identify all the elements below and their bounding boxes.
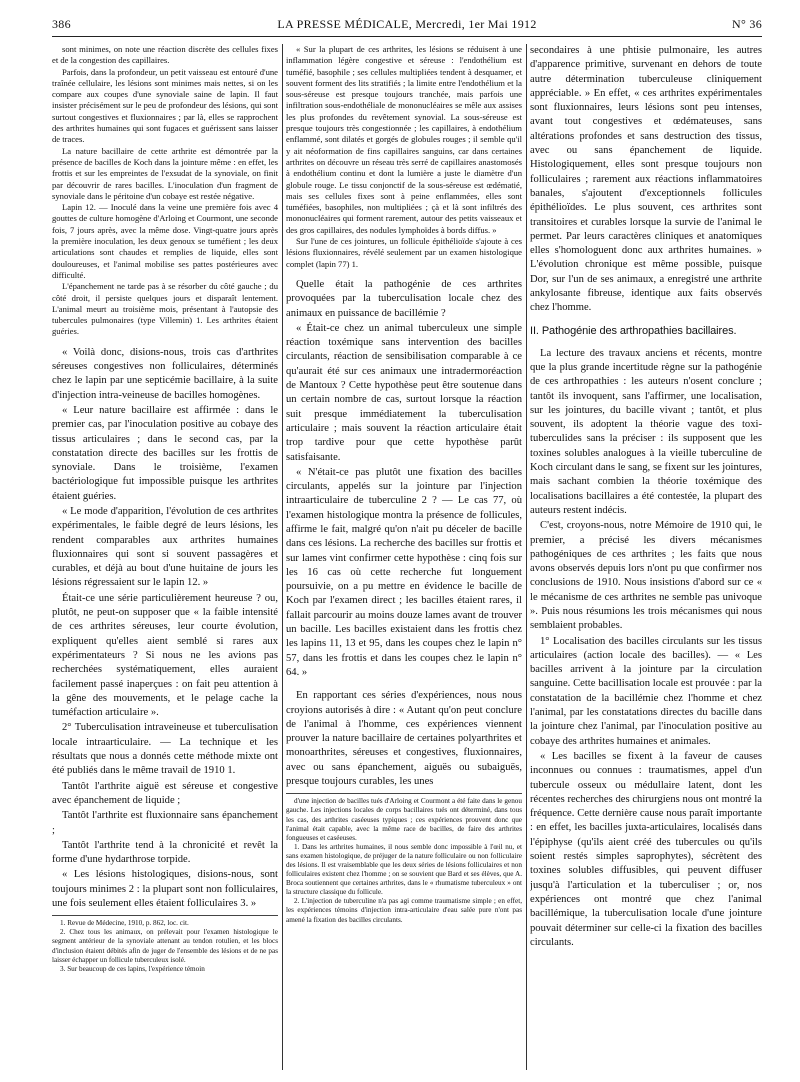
paragraph: La nature bacillaire de cette arthrite est démontrée par la présence de bacilles de Koch dans la jointure même : en effet, les frottis et sur les empreintes de l'exsudat de la synoviale, on finit par découvrir de rares bacilles. L'inoculation d'un fragment de synoviale dans le péritoine d'un cobaye est restée négative. <box>52 145 278 201</box>
main-text <box>530 44 762 950</box>
paragraph: secondaires à une phtisie pulmonaire, les autres d'apparence primitive, survenant en dehors de toute autre détermination tuberculeuse cliniquement appréciable. » En effet, « ces arthrites expérimentales sont fluxionnaires, leurs lésions sont peu intenses, avant tout congestives et œdémateuses, sans altérations profondes et sans destruction des tissus, avec ou sans épanchement de liquide. Histologiquement, elles sont presque toujours non folliculaires ; rarement aux réactions inflammatoires banales, s'ajoutent d'exceptionnels follicules épithélioïdes. Le plus souvent, ces arthrites sont transitoires et curables lorsque la survie de l'animal le permet. Par leurs caractères cliniques et anatomiques elles s'homologuent donc aux arthrites humaines. » L'évolution chronique est même possible, puisque Dor, sur l'un de ses animaux, a enregistré une arthrite ankylosante fibreuse, identique aux faits observés chez l'homme. <box>530 45 762 314</box>
footnote: 1. Revue de Médecine, 1910, p. 862, loc. cit. <box>60 919 189 928</box>
paragraph: « Leur nature bacillaire est affirmée : dans le premier cas, par l'inoculation positive au cobaye des tissus articulaires ; dans le second cas, par la constatation directe des bacilles sur les frottis de synoviale. Dans le troisième, l'examen bactériologique fut impossible puisque les arthrites étaient guéries. <box>52 404 278 502</box>
paragraph: « Voilà donc, disions-nous, trois cas d'arthrites séreuses congestives non folliculaires, déterminés chez le lapin par une septicémie bacillaire, à la suite d'injection intra-veineuse de bacilles homogènes. <box>52 346 278 401</box>
footnotes <box>52 915 278 974</box>
paragraph: Quelle était la pathogénie de ces arthrites provoquées par la tuberculisation locale chez des animaux en puissance de bacillémie ? <box>286 278 522 319</box>
paragraph: Tantôt l'arthrite aiguë est séreuse et congestive avec épanchement de liquide ; <box>52 780 278 806</box>
paragraph: C'est, croyons-nous, notre Mémoire de 1910 qui, le premier, a précisé les divers mécanismes pathogéniques de ces arthrites ; les faits que nous avons observés depuis lors n'ont pu que confirmer nos conclusions de 1910. Nous insistions d'abord sur ce « le mécanisme de ces arthrites ne semble pas univoque ». Puis nous résumions les trois mécanismes qui nous semblaient probables. <box>530 520 762 632</box>
paragraph: Sur l'une de ces jointures, un follicule épithélioïde s'ajoute à ces lésions fluxionnaires, révélé seulement par un examen histologique complet (lapin 77) 1. <box>286 236 522 269</box>
paragraph: 1° Localisation des bacilles circulants sur les tissus articulaires (action locale des bacilles). — « Les bacilles arrivent à la jointure par la circulation sanguine. Cette bacillisation locale est prouvée : par la constatation de la bacillémie chez l'homme et chez l'animal, par les constatations directes du bacille dans la jointure chez l'animal, par l'inoculation positive au cobaye des arthrites humaines et animales. <box>530 635 762 747</box>
main-text <box>52 346 278 912</box>
column-1 <box>52 44 278 1074</box>
paragraph: Tantôt l'arthrite est fluxionnaire sans épanchement ; <box>52 810 278 836</box>
paragraph: Était-ce une série particulièrement heureuse ? ou, plutôt, ne peut-on supposer que « la faible intensité de ces arthrites séreuses, leur courte évolution, expliquent qu'elles aient semblé si rares aux expérimentateurs ? Si nous ne les avions pas recherchées systématiquement, elles auraient facilement passé inaperçues : on fait peu attention à la gêne des mouvements, et le pelage cache la tuméfaction articulaire ». <box>52 592 278 719</box>
case-notes <box>52 44 278 338</box>
main-text <box>286 278 522 789</box>
column-divider <box>526 44 527 1070</box>
footnote: 1. Dans les arthrites humaines, il nous semble donc impossible à l'œil nu, et sans examen histologique, de préjuger de la nature folliculaire ou non folliculaire des lésions. Il est vraisemblable que les deux séries de lésions folliculaires et non folliculaires existent chez l'homme ; on se souvient que Bard et ses élèves, que A. Broca soutiennent que certaines arthrites, dans le « rhumatisme tuberculeux » ont la structure classique du follicule. <box>286 842 522 897</box>
paragraph: « Les bacilles se fixent à la faveur de causes inconnues ou connues : traumatismes, appel d'un tubercule osseux ou médullaire latent, dont les récentes recherches des chirurgiens nous ont montré la fréquence. Cette dernière cause nous paraît importante : en effet, les bacilles juxta-articulaires, localisés dans l'épiphyse (qu'ils aient créé des tubercules ou qu'ils soient restés simples saprophytes), sécrètent des toxines solubles diffusibles, qui peuvent diffuser jusqu'à l'articulation et la tuberculiser ; or, nos expériences ont montré que chez l'animal bacillémique, la tuberculisation locale d'une jointure pouvait déterminer sur celle-ci la fixation des bacilles circulants. <box>530 750 762 948</box>
footnote: d'une injection de bacilles tués d'Arloing et Courmont a été faite dans le genou gauche. Les injections locales de corps bacillaires tués ont déterminé, dans tous les cas, des arthrites caséeuses typiques ; ces expériences prouvent donc que l'animal était capable, avec la même race de bacilles, de faire des arthrites fongueuses et caséeuses. <box>286 797 522 842</box>
paragraph: L'épanchement ne tarde pas à se résorber du côté gauche ; du côté droit, il persiste quelques jours et disparaît lentement. L'animal meurt au troisième mois, présentant à l'autopsie des tubercules pulmonaires (type Villemin) 1. Les arthrites étaient guéries. <box>52 281 278 337</box>
column-3 <box>530 44 762 1074</box>
page-number: 386 <box>52 17 71 31</box>
paragraph: En rapportant ces séries d'expériences, nous nous croyions autorisés à dire : « Autant qu'on peut conclure de l'animal à l'homme, ces expériences viennent prouver la nature bacillaire de certaines polyarthrites et monoarthrites, séreuses et congestives, fluxionnaires, avec ou sans épanchement, aiguës ou subaiguës, presque toujours curables, les unes <box>286 690 522 788</box>
section-heading: II. Pathogénie des arthropathies bacillaires. <box>530 324 737 337</box>
journal-title: LA PRESSE MÉDICALE, Mercredi, 1er Mai 1912 <box>277 17 537 31</box>
paragraph: « Sur la plupart de ces arthrites, les lésions se réduisent à une inflammation légère congestive et séreuse : l'endothélium est tuméfié, basophile ; ses cellules multipliées tendent à desquamer, et souvent forment des lits stratifiés ; la limite entre l'endothélium et la sous-séreuse est presque toujours tranchée, mais parfois une infiltration sous-endothéliale de mononucléaires se mêle aux assises les plus profondes du revêtement synovial. La sous-séreuse est presque toujours très congestionnée ; les capillaires, à endothélium enflammé, sont dilatés et gorgés de globules rouges ; il semble qu'il y ait néoformation de fins capillaires sanguins, car dans certaines arthrites on découvre un réseau très serré de capillaires anastomosés à endothélium continu et dont la lumière a juste le diamètre d'un globule rouge. Le tissu conjonctif de la sous-séreuse est œdématié, mais ses cellules fixes sont à peine enflammées, elles sont tuméfiées, basophiles, non multipliées ; çà et là sont infiltrés des mononucléaires qui forment rarement, autour des petits vaisseaux et des gros capillaires, des nodules lymphoïdes à bords diffus. » <box>286 44 522 235</box>
page-header <box>52 14 762 37</box>
footnotes <box>286 793 522 924</box>
paragraph: Lapin 12. — Inoculé dans la veine une première fois avec 4 gouttes de culture homogène d'Arloing et Courmont, une seconde fois, 7 jours après, avec la même dose. Vingt-quatre jours après la première inoculation, les deux genoux se tuméfient ; les deux articulations sont chaudes et remplies de liquide, elles sont douloureuses, et l'animal mobilise ses pattes postérieures avec difficulté. <box>52 202 278 280</box>
histology-quote <box>286 44 522 270</box>
paragraph: « Le mode d'apparition, l'évolution de ces arthrites expérimentales, le faible degré de leurs lésions, les rendent comparables aux arthrites humaines fluxionnaires qui sont si souvent passagères et curables, et déjà au bout d'une huitaine de jours les lésions régressaient sur le lapin 12. » <box>52 505 278 589</box>
paragraph: « Les lésions histologiques, disions-nous, sont toujours minimes 2 : la plupart sont non folliculaires, une fois seulement elles étaient folliculaires 3. » <box>52 869 278 909</box>
paragraph: « Était-ce chez un animal tuberculeux une simple réaction toxémique sans intervention des bacilles circulants, réaction de sensibilisation comparable à ce qu'aurait été sur ces animaux une intradermoréaction de Mantoux ? Cette hypothèse peut être soutenue dans un certain nombre de cas, surtout lorsque la réaction suit presque immédiatement la tuberculisation articulaire ; mais souvent la réaction articulaire était trop tardive pour que cette hypothèse parût satisfaisante. <box>286 322 522 463</box>
column-divider <box>282 44 283 1070</box>
paragraph: Tantôt l'arthrite tend à la chronicité et revêt la forme d'une hydarthrose torpide. <box>52 839 278 866</box>
paragraph: « N'était-ce pas plutôt une fixation des bacilles circulants, appelés sur la jointure par l'injection intraarticulaire de tuberculine 2 ? — Le cas 77, où l'examen histologique montra la présence de follicules, affirme le fait, malgré qu'on n'ait pu déceler de bacille dans ces lésions. La recherche des bacilles sur frottis et sur lames vint confirmer cette hypothèse : cinq fois sur les 16 cas où cette recherche fut longuement poursuivie, on a pu mettre en évidence le bacille de Koch par l'examen direct ; les bacilles étaient rares, il fallait parcourir au moins douze lames avant de trouver un bacille. Les bacilles existaient dans les frottis chez les lapins 11, 13 et 95, dans les coupes chez le lapin n° 57, dans les frottis et dans les coupes chez le lapin n° 64. » <box>286 466 522 678</box>
column-2 <box>286 44 522 1074</box>
footnote: 3. Sur beaucoup de ces lapins, l'expérience témoin <box>60 964 205 973</box>
paragraph: Parfois, dans la profondeur, un petit vaisseau est entouré d'une traînée cellulaire, les lésions sont minimes mais nettes, si on les compare aux coupes d'une synoviale saine de lapin. Il faut insister précisément sur le peu de profondeur des lésions, qui sont surtout congestives et fluxionnaires ; par là, elles se rapprochent des arthrites humaines qui sont fugaces et guérissent sans laisser de traces. <box>52 66 278 145</box>
footnote: 2. Chez tous les animaux, on prélevait pour l'examen histologique le segment antérieur de la synoviale attenant au tendon rotulien, et les blocs d'inclusion étaient débités afin de juger de l'ensemble des lésions et de ne pas laisser échapper un follicule tuberculeux isolé. <box>52 928 278 964</box>
paragraph: sont minimes, on note une réaction discrète des cellules fixes et de la congestion des capillaires. <box>52 44 278 66</box>
paragraph: La lecture des travaux anciens et récents, montre que la plus grande incertitude règne sur la pathogénie de ces arthropathies : les auteurs n'osent conclure ; tantôt ils invoquent, sans l'affirmer, une localisation, sur les jointures, du bacille vivant ; tantôt, et plus souvent, ils adoptent la théorie vague des toxi-tuberculides sans la préciser : ils supposent que les toxines solubles analogues à la vieille tuberculine de Koch circulant dans le sang, se fixent sur les jointures, mais sachant combien la théorie toxémique des localisations bacillaires a été contestée, la plupart des auteurs restent indécis. <box>530 347 762 516</box>
footnote: 2. L'injection de tuberculine n'a pas agi comme traumatisme simple ; en effet, les expériences témoins d'injection intra-articulaire d'eau salée pure n'ont pas amené la fixation des bacilles circulants. <box>286 897 522 924</box>
paragraph: 2° Tuberculisation intraveineuse et tuberculisation locale intraarticulaire. — La technique et les résultats que nous a donnés cette méthode mixte ont été publiés dans le même travail de 1910 1. <box>52 722 278 777</box>
issue-number: N° 36 <box>732 17 762 31</box>
